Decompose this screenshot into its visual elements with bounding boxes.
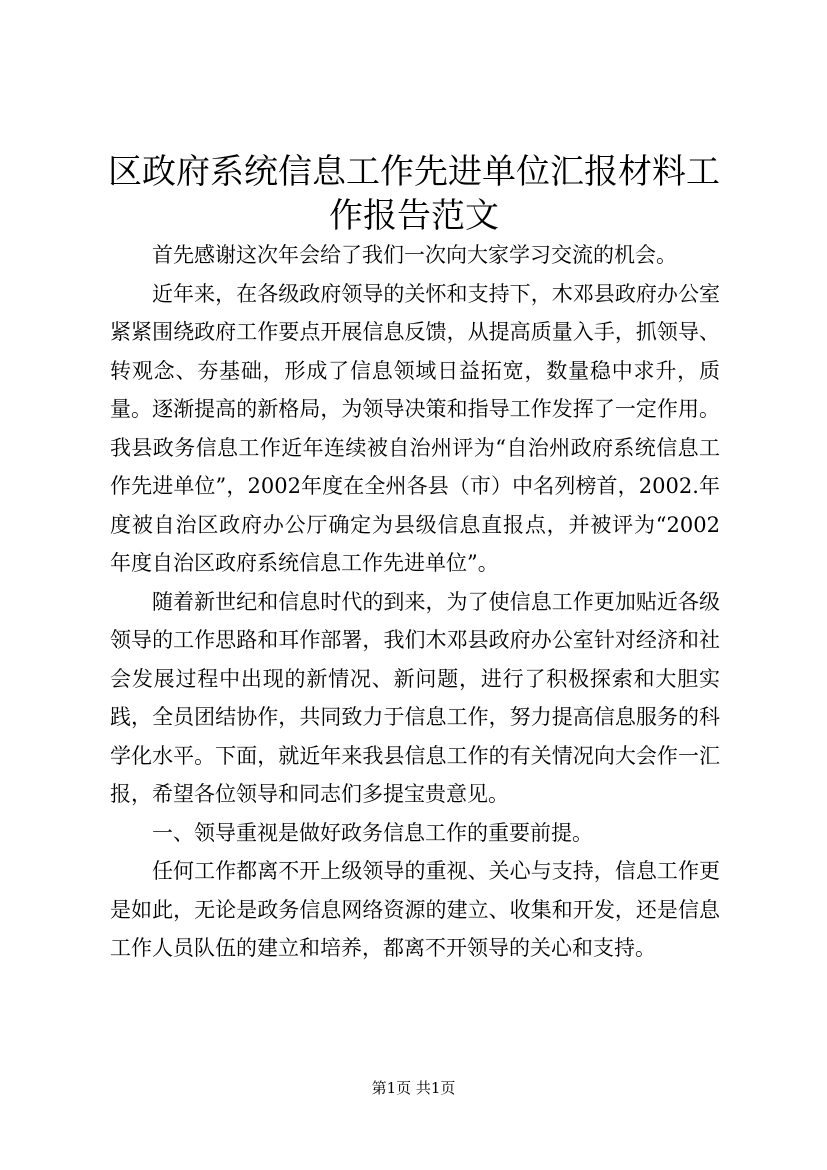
paragraph-leadership: 任何工作都离不开上级领导的重视、关心与支持，信息工作更是如此，无论是政务信息网络资源的建立、收集和开发，还是信息工作人员队伍的建立和培养，都离不开领导的关心和支持。: [110, 859, 720, 960]
paragraph-achievements: 近年来，在各级政府领导的关怀和支持下，木邓县政府办公室紧紧围绕政府工作要点开展信息反馈，从提高质量入手，抓领导、转观念、夯基础，形成了信息领域日益拓宽，数量稳中求升，质量。逐渐提高的新格局，为领导决策和指导工作发挥了一定作用。我县政务信息工作近年连续被自治州评为“自治州政府系统信息工作先进单位”，2002年度在全州各县（市）中名列榜首，2002.年度被自治区政府办公厅确定为县级信息直报点，并被评为“2002年度自治区政府系统信息工作先进单位”。: [110, 281, 720, 575]
page-footer: 第1页 共1页: [371, 1079, 456, 1097]
paragraph-intro: 首先感谢这次年会给了我们一次向大家学习交流的机会。: [152, 243, 677, 267]
document-body: [110, 236, 720, 968]
section-heading-1: 一、领导重视是做好政务信息工作的重要前提。: [152, 820, 593, 845]
paragraph-new-era: 随着新世纪和信息时代的到来，为了使信息工作更加贴近各级领导的工作思路和耳作部署，我们木邓县政府办公室针对经济和社会发展过程中出现的新情况、新问题，进行了积极探索和大胆实践，全员团结协作，共同致力于信息工作，努力提高信息服务的科学化水平。下面，就近年来我县信息工作的有关情况向大会作一汇报，希望各位领导和同志们多提宝贵意见。: [110, 589, 720, 806]
document-title: 区政府系统信息工作先进单位汇报材料工作报告范文: [108, 152, 720, 236]
